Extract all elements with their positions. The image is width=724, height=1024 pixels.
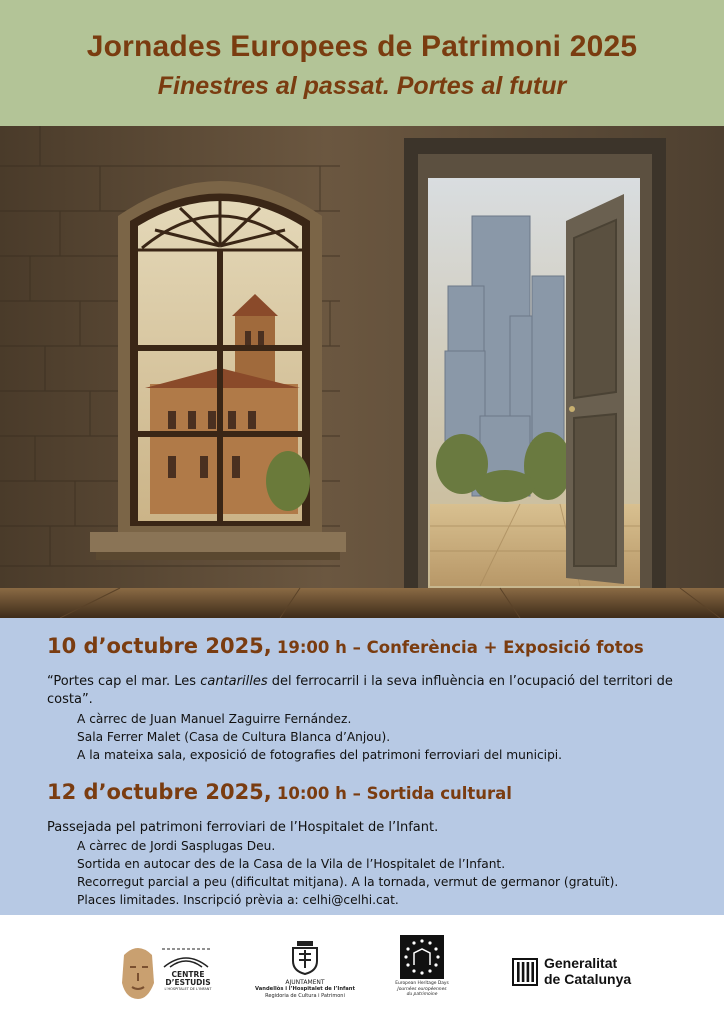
centre-estudis-logo bbox=[118, 943, 218, 1003]
event1-date: 10 d’octubre 2025, bbox=[47, 634, 272, 658]
centre-line1: CENTRE bbox=[171, 970, 205, 979]
centre-line3: L’HOSPITALET DE L’INFANT bbox=[164, 987, 212, 991]
event2-line2: Sortida en autocar des de la Casa de la Vila de l’Hospitalet de l’Infant. bbox=[77, 857, 506, 871]
european-heritage-days-logo bbox=[396, 935, 448, 1005]
poster-title: Jornades Europees de Patrimoni 2025 bbox=[86, 30, 638, 63]
ehd-line1: European Heritage Days bbox=[395, 981, 449, 986]
gencat-line1: Generalitat bbox=[544, 955, 618, 971]
event2-time: 10:00 h – Sortida cultural bbox=[276, 784, 512, 803]
event1-description bbox=[47, 673, 687, 709]
poster-subtitle: Finestres al passat. Portes al futur bbox=[157, 72, 567, 100]
ajuntament-line3: Regidoria de Cultura i Patrimoni bbox=[265, 993, 345, 999]
event1-desc-post: del ferrocarril i la seva influència en l’ocupació del territori de costa”. bbox=[47, 674, 673, 707]
event2-date: 12 d’octubre 2025, bbox=[47, 780, 272, 804]
event1-line3: A la mateixa sala, exposició de fotografies del patrimoni ferroviari del municipi. bbox=[77, 748, 563, 762]
hero-illustration bbox=[0, 126, 724, 618]
ajuntament-line1: AJUNTAMENT bbox=[285, 979, 325, 986]
event2-description: Passejada pel patrimoni ferroviari de l’Hospitalet de l’Infant. bbox=[47, 820, 439, 835]
ehd-line2: Journées européennes bbox=[397, 986, 447, 992]
event1-desc-pre: “Portes cap el mar. Les bbox=[47, 674, 201, 689]
event1-time: 19:00 h – Conferència + Exposició fotos bbox=[276, 638, 644, 657]
event2-line1: A càrrec de Jordi Sasplugas Deu. bbox=[77, 839, 276, 853]
event1-line1: A càrrec de Juan Manuel Zaguirre Fernández. bbox=[77, 712, 352, 726]
senyera-icon bbox=[512, 958, 538, 986]
sponsor-logos bbox=[0, 915, 724, 1024]
centre-line2: D’ESTUDIS bbox=[165, 978, 211, 987]
event-info-panel bbox=[0, 618, 724, 915]
event2-line4: Places limitades. Inscripció prèvia a: celhi@celhi.cat. bbox=[77, 893, 399, 907]
event1-line2: Sala Ferrer Malet (Casa de Cultura Blanca d’Anjou). bbox=[77, 730, 391, 744]
ehd-line3: du patrimoine bbox=[406, 992, 438, 997]
generalitat-logo bbox=[512, 955, 652, 989]
arch-icon bbox=[158, 945, 214, 969]
event2-heading bbox=[47, 780, 512, 804]
coat-of-arms-icon bbox=[291, 941, 319, 975]
header-band bbox=[0, 0, 724, 126]
stone-head-icon bbox=[118, 943, 158, 1001]
event1-heading bbox=[47, 634, 644, 658]
ajuntament-line2: Vandellòs i l’Hospitalet de l’Infant bbox=[255, 986, 355, 992]
event1-desc-italic: cantarilles bbox=[200, 674, 268, 689]
event2-line3: Recorregut parcial a peu (dificultat mitjana). A la tornada, vermut de germanor (gratuït). bbox=[77, 875, 619, 889]
window-and-door-illustration bbox=[0, 126, 724, 618]
gencat-line2: de Catalunya bbox=[544, 971, 632, 987]
eu-stars-icon bbox=[400, 935, 444, 979]
ajuntament-logo bbox=[250, 941, 360, 1005]
